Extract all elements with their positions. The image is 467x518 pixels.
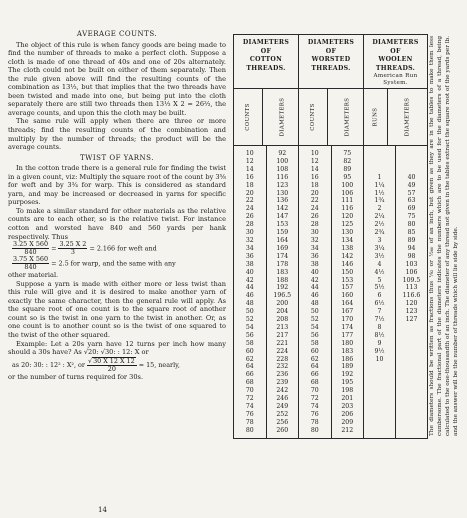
table-cell: 75: [407, 213, 416, 221]
table-cell: 159: [276, 229, 289, 237]
table-cell: 8½: [374, 331, 385, 339]
table-cell: 204: [276, 308, 289, 316]
table-cell: 52: [245, 316, 254, 324]
table-cell: 2¾: [374, 229, 385, 237]
column-header-diameters: DIAMETERS: [343, 97, 350, 137]
table-cell: 54: [310, 323, 319, 331]
table-cell: 127: [405, 316, 418, 324]
table-cell: 111: [341, 197, 354, 205]
table-cell: 22: [245, 197, 254, 205]
table-cell: 9½: [374, 347, 385, 355]
table-cell: 164: [276, 236, 289, 244]
table-cell: 36: [310, 252, 319, 260]
table-cell: 3½: [374, 252, 385, 260]
table-cotton-diameters-column: [267, 146, 299, 438]
paragraph-average-counts-1: The object of this rule is when fancy goods are being made to find the number of threads to make a perfect cloth. Suppose a cloth is made of one thread of 40s and one of 20s alternately. The cloth could not be built on either of them separately. Then the rule given above will find the resulting counts of the combination as 13⅓, but that implies that the two threads have been twisted and made into one, but being put into the cloth separately there are still two threads then 13⅓ X 2 = 26⅔, the average counts, and upon this the cloth may be built.: [8, 40, 226, 117]
table-cell: 76: [245, 410, 254, 418]
example-formula-denominator: 20: [107, 364, 116, 373]
table-cell: 98: [407, 252, 416, 260]
table-cell: 50: [245, 308, 254, 316]
table-cell: 123: [276, 181, 289, 189]
table-cell: 95: [343, 173, 352, 181]
table-cell: 60: [245, 347, 254, 355]
table-cell: 3¼: [374, 244, 385, 252]
table-cell: 66: [310, 371, 319, 379]
table-cell: 201: [341, 395, 354, 403]
table-cell: [396, 348, 427, 356]
formula-warp: [8, 256, 226, 271]
table-cell: 198: [341, 387, 354, 395]
table-worsted: [299, 35, 364, 438]
table-cell: 146: [341, 260, 354, 268]
table-cell: 177: [341, 331, 354, 339]
table-cell: 106: [405, 268, 418, 276]
table-cell: 30: [245, 229, 254, 237]
table-woolen-title: DIAMETERS OF WOOLEN THREADS. American Run System.: [364, 35, 427, 89]
table-cell: 246: [276, 395, 289, 403]
table-cell: 89: [407, 236, 416, 244]
table-cell: 78: [310, 418, 319, 426]
table-woolen-subtitle: American Run System.: [373, 73, 418, 86]
table-cell: [364, 166, 395, 174]
formula-weft-numerator: 3.25 X 560: [13, 240, 49, 249]
table-cell: 116.6: [402, 292, 421, 300]
table-cell: 20: [310, 189, 319, 197]
table-cell: 58: [310, 339, 319, 347]
table-cell: 30: [310, 229, 319, 237]
table-cell: 18: [245, 181, 254, 189]
table-cell: 232: [276, 363, 289, 371]
table-cell: 42: [310, 276, 319, 284]
table-cell: 26: [310, 213, 319, 221]
table-cell: 24: [310, 205, 319, 213]
table-cell: [396, 166, 427, 174]
table-cell: 92: [278, 150, 287, 157]
column-header-runs: RUNS: [372, 107, 379, 127]
diameter-tables: [233, 34, 428, 439]
table-cell: 183: [276, 268, 289, 276]
example-line-3: or the number of turns required for 30s.: [8, 372, 144, 381]
table-cotton-title: DIAMETERS OF COTTON THREADS.: [234, 35, 298, 89]
table-cell: 74: [245, 403, 254, 410]
table-worsted-title: DIAMETERS OF WORSTED THREADS.: [299, 35, 363, 89]
table-cell: 192: [276, 284, 289, 292]
paragraph-twist-1: In the cotton trade there is a general rule for finding the twist in a given count, viz: Multiply the square root of the count by 3⅝ for weft and by 3¾ for warp. This is considered as standard yarn, and may be increased or decreased in yarns for specific purposes.: [8, 164, 227, 207]
table-cell: 189: [341, 363, 354, 371]
table-cell: 186: [341, 355, 354, 363]
table-cell: 22: [310, 197, 319, 205]
table-cell: 36: [245, 252, 254, 260]
table-cell: 6: [377, 292, 382, 300]
table-cell: 7½: [374, 316, 385, 324]
table-cell: 195: [341, 379, 354, 387]
table-cell: 188: [276, 276, 289, 284]
table-cell: 64: [310, 363, 319, 371]
table-cell: 116: [276, 173, 289, 181]
table-cell: 160: [341, 292, 354, 300]
table-cell: 46: [245, 292, 254, 300]
example-formula-radicand: 30 X 12 X 12: [93, 356, 135, 365]
table-worsted-diameters-column: [332, 146, 364, 438]
table-cell: 68: [310, 379, 319, 387]
example-formula-result: = 15, nearly,: [138, 360, 180, 369]
table-cell: 242: [276, 387, 289, 395]
column-header-diameters: DIAMETERS: [404, 97, 411, 137]
example-formula: as 20: 30: : 12² : X², or $\frac{√30 X 12 X 12}{20}$ = 15, nearly,: [12, 356, 180, 373]
table-cell: 142: [341, 252, 354, 260]
table-cell: 221: [276, 339, 289, 347]
table-cell: 2: [377, 205, 382, 213]
vertical-note-text: The diameters should be written as fractions thus ⅟₉₂ or ⅟₂₆₀ of an inch, but given as they are in the tables to make them less cumbersome. The fractional part of the diameters indicates the numbers which are to be used for the diameters of a thread, being calculated to the one-thousandth of an inch. The diameter of any thread not given in the tables extract the square root of the yards per lb. and the answer will be the number of threads which will lie side by side.: [428, 35, 460, 436]
table-cell: 4: [377, 260, 382, 268]
table-cell: 130: [341, 229, 354, 237]
table-cell: 40: [407, 173, 416, 181]
table-cell: 50: [310, 308, 319, 316]
table-cell: 82: [343, 157, 352, 165]
table-cell: 80: [245, 426, 254, 434]
table-cell: 130: [276, 189, 289, 197]
table-woolen: [364, 35, 427, 438]
table-worsted-column-headers: [299, 89, 363, 146]
table-cell: 60: [310, 347, 319, 355]
table-cell: 100: [276, 157, 289, 165]
table-cell: 40: [245, 268, 254, 276]
column-header-counts: COUNTS: [309, 103, 316, 131]
table-cell: 28: [310, 221, 319, 229]
table-cell: 164: [341, 300, 354, 308]
table-cell: 74: [310, 403, 319, 410]
page-number: 14: [98, 506, 107, 514]
table-cell: 217: [276, 331, 289, 339]
table-cell: 108: [276, 165, 289, 173]
table-cell: 106: [341, 189, 354, 197]
table-cell: 18: [310, 181, 319, 189]
table-cell: 136: [276, 197, 289, 205]
table-cell: 49: [407, 181, 416, 189]
table-cell: 34: [245, 244, 254, 252]
table-cell: 113: [405, 284, 418, 292]
table-cell: 142: [276, 205, 289, 213]
table-cell: 24: [245, 205, 254, 213]
table-cell: 1¼: [374, 181, 385, 189]
table-cell: 94: [407, 244, 416, 252]
table-cell: 64: [245, 363, 254, 371]
table-cell: [396, 332, 427, 340]
table-cell: 10: [245, 150, 254, 157]
table-cell: 58: [245, 339, 254, 347]
table-cell: 40: [310, 268, 319, 276]
table-cell: 213: [276, 323, 289, 331]
table-cell: 249: [276, 403, 289, 410]
table-cell: 125: [341, 221, 354, 229]
table-cell: 70: [245, 387, 254, 395]
table-cell: 78: [245, 418, 254, 426]
table-cell: 7: [377, 308, 382, 316]
table-cell: 116: [341, 205, 354, 213]
column-header-diameters: DIAMETERS: [278, 97, 285, 137]
paragraph-average-counts-2: The same rule will apply when there are three or more threads; find the resulting counts of the combination and multiply by the number of threads; the product will be the average counts.: [8, 117, 226, 152]
heading-average-counts: AVERAGE COUNTS.: [76, 30, 158, 38]
table-cell: 63: [407, 197, 416, 205]
paragraph-twist-2: To make a similar standard for other materials as the relative counts are to each other, so is the relative twist. For instance cotton and worsted have 840 and 560 yards per hank respectively. Thus: [8, 206, 226, 241]
table-cell: 48: [310, 300, 319, 308]
table-cell: 57: [407, 189, 416, 197]
table-cell: 2¼: [374, 213, 385, 221]
table-cell: 200: [276, 300, 289, 308]
table-cell: [396, 324, 427, 332]
table-cell: 52: [310, 316, 319, 324]
table-cell: 5: [377, 276, 382, 284]
table-cell: 54: [245, 323, 254, 331]
table-cell: 103: [405, 260, 418, 268]
table-cell: 1¾: [374, 197, 385, 205]
table-cell: 100: [341, 181, 354, 189]
table-cell: 46: [310, 292, 319, 300]
heading-twist-of-yarns: TWIST OF YARNS.: [80, 153, 154, 162]
table-cell: 224: [276, 347, 289, 355]
table-cell: 147: [276, 213, 289, 221]
table-cell: 236: [276, 371, 289, 379]
formula-warp-result: = 2.5 for warp, and the same with any: [51, 259, 176, 268]
table-cell: 56: [310, 331, 319, 339]
table-cell: 256: [276, 418, 289, 426]
table-cell: 72: [310, 395, 319, 403]
table-cell: 157: [341, 284, 354, 292]
table-cell: 8: [377, 323, 382, 331]
table-cell: 56: [245, 331, 254, 339]
table-cell: 209: [341, 418, 354, 426]
formula-weft-denominator: 840: [24, 248, 37, 257]
table-cell: 28: [245, 221, 254, 229]
column-header-counts: COUNTS: [244, 103, 251, 131]
table-cell: 196.5: [273, 292, 292, 300]
table-cell: 16: [245, 173, 254, 181]
table-cell: 38: [245, 260, 254, 268]
table-cell: 12: [310, 157, 319, 165]
table-cell: 9: [377, 339, 382, 347]
table-cotton-counts-column: [234, 146, 267, 438]
table-cell: 174: [341, 323, 354, 331]
table-cell: 120: [341, 213, 354, 221]
table-cell: 192: [341, 371, 354, 379]
formula-weft-mid-numerator: 3.25 X 2: [59, 240, 87, 249]
table-cell: 206: [341, 410, 354, 418]
paragraph-twist-3: other material.: [8, 271, 59, 280]
table-cell: [396, 158, 427, 166]
table-cell: 68: [245, 379, 254, 387]
table-cell: 16: [310, 173, 319, 181]
table-cell: 69: [407, 205, 416, 213]
paragraph-twist-4: Suppose a yarn is made with either more or less twist than this rule will give and it is desired to make another yarn of exactly the same character, then the general rule will apply. As the square root of one count is to the square root of another count so is the twist in one yarn to the twist in another. Or, as one count is to another count so is the twist of one squared to the twist of the other squared.: [8, 279, 226, 339]
table-cell: 203: [341, 403, 354, 410]
table-cell: 75: [343, 150, 352, 157]
table-cell: 12: [245, 157, 254, 165]
table-cell: 153: [276, 221, 289, 229]
table-cell: 20: [245, 189, 254, 197]
table-cell: [364, 150, 395, 158]
table-cell: 134: [341, 236, 354, 244]
table-cell: 10: [375, 355, 384, 363]
vertical-note: [427, 34, 461, 437]
table-cell: [396, 150, 427, 158]
table-woolen-runs-column: [364, 146, 396, 438]
table-cell: 120: [405, 300, 418, 308]
formula-weft: $\frac{3.25 X 560}{840}$ = $\frac{3.25 X 2}{3}$ = 2.166 for weft and: [13, 240, 157, 257]
table-cell: [396, 340, 427, 348]
table-woolen-column-headers: [364, 89, 427, 146]
example-line-1: Example: Let a 20s yarn have 12 turns per inch how many should a 30s have? As √20: √30: : 12: X or: [8, 339, 226, 357]
table-cell: 62: [245, 355, 254, 363]
table-cell: 66: [245, 371, 254, 379]
table-cell: 208: [276, 316, 289, 324]
table-woolen-diameters-column: [396, 146, 427, 438]
table-cell: 26: [245, 213, 254, 221]
table-cell: 1: [377, 173, 382, 181]
table-cell: 89: [343, 165, 352, 173]
table-cell: 1½: [374, 189, 385, 197]
table-cell: 42: [245, 276, 254, 284]
table-cell: 62: [310, 355, 319, 363]
table-cell: 260: [276, 426, 289, 434]
table-cell: 252: [276, 410, 289, 418]
table-cell: 48: [245, 300, 254, 308]
table-cotton-column-headers: [234, 89, 298, 146]
table-cell: 38: [310, 260, 319, 268]
table-cell: 76: [310, 410, 319, 418]
table-cell: 14: [310, 165, 319, 173]
table-cell: 150: [341, 268, 354, 276]
table-cell: 80: [310, 426, 319, 434]
table-cell: 2½: [374, 221, 385, 229]
table-cell: 4½: [374, 268, 385, 276]
table-cell: [396, 356, 427, 364]
table-cell: 138: [341, 244, 354, 252]
table-cell: 32: [245, 236, 254, 244]
table-cell: 5½: [374, 284, 385, 292]
table-cell: 228: [276, 355, 289, 363]
table-cell: 170: [341, 316, 354, 324]
table-cell: 167: [341, 308, 354, 316]
table-cell: 123: [405, 308, 418, 316]
table-cell: 109.5: [402, 276, 421, 284]
table-cell: 14: [245, 165, 254, 173]
table-cell: 44: [310, 284, 319, 292]
table-cotton: [234, 35, 299, 438]
formula-warp-numerator: 3.75 X 560: [13, 255, 49, 264]
table-cell: 239: [276, 379, 289, 387]
table-cell: 80: [407, 221, 416, 229]
table-worsted-counts-column: [299, 146, 332, 438]
table-cell: 174: [276, 252, 289, 260]
table-cell: 153: [341, 276, 354, 284]
text-column: [8, 30, 226, 512]
table-cell: 34: [310, 244, 319, 252]
table-cell: 180: [341, 339, 354, 347]
table-cell: 6½: [374, 300, 385, 308]
formula-warp-denominator: 840: [24, 263, 37, 272]
table-cell: 169: [276, 244, 289, 252]
table-cell: [364, 158, 395, 166]
formula-weft-result: = 2.166 for weft and: [89, 244, 157, 253]
table-cell: 44: [245, 284, 254, 292]
table-cell: 72: [245, 395, 254, 403]
table-cell: 85: [407, 229, 416, 237]
example-formula-prefix: as 20: 30: : 12² : X², or: [12, 360, 85, 369]
table-cell: 10: [310, 150, 319, 157]
table-cell: 70: [310, 387, 319, 395]
table-cell: 178: [276, 260, 289, 268]
table-cell: 3: [377, 236, 382, 244]
formula-weft-mid-denominator: 3: [70, 248, 75, 257]
table-cell: 212: [341, 426, 354, 434]
table-cell: 183: [341, 347, 354, 355]
table-cell: 32: [310, 236, 319, 244]
